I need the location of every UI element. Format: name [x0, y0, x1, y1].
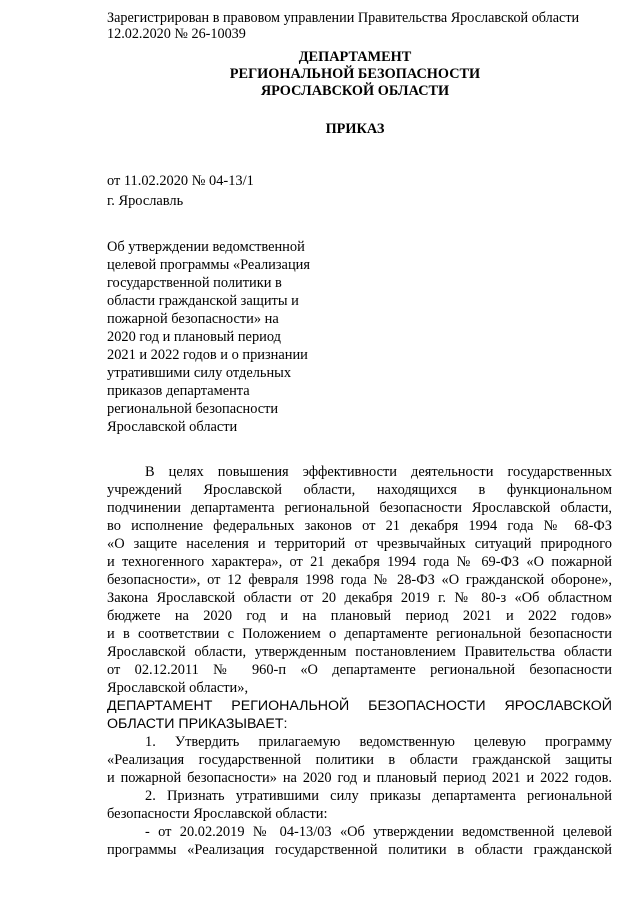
order-date-number: от 11.02.2020 № 04-13/1: [107, 173, 254, 189]
subject-line: 2021 и 2022 годов и о признании: [107, 347, 308, 363]
item-2-subitem-line: программы «Реализация государственной политики в области гражданской: [107, 842, 612, 858]
item-1-line: и пожарной безопасности» на 2020 год и плановый период 2021 и 2022 годов.: [107, 770, 612, 786]
body-line: от 02.12.2011 № 960-п «О департаменте региональной безопасности: [107, 662, 612, 678]
order-meta: [107, 171, 407, 211]
subject-line: области гражданской защиты и: [107, 293, 299, 309]
department-line: РЕГИОНАЛЬНОЙ БЕЗОПАСНОСТИ: [229, 66, 481, 82]
subject-line: 2020 год и плановый период: [107, 329, 281, 345]
subject-line: Ярославской области: [107, 419, 238, 435]
order-city: г. Ярославль: [107, 193, 184, 209]
order-body: [107, 463, 612, 859]
order-title: ПРИКАЗ: [325, 121, 385, 137]
department-heading: [150, 49, 560, 100]
subject-line: целевой программы «Реализация: [107, 257, 310, 273]
directive-line: ДЕПАРТАМЕНТ РЕГИОНАЛЬНОЙ БЕЗОПАСНОСТИ ЯРОСЛАВСКОЙ: [107, 698, 612, 714]
item-2-subitem-line: - от 20.02.2019 № 04-13/03 «Об утверждении ведомственной целевой: [145, 824, 612, 840]
body-line: и в соответствии с Положением о департаменте региональной безопасности: [107, 626, 612, 642]
subject-line: пожарной безопасности» на: [107, 311, 279, 327]
registration-stamp: [107, 10, 627, 42]
subject-line: государственной политики в: [107, 275, 282, 291]
order-subject: [107, 238, 347, 436]
registration-line: Зарегистрирован в правовом управлении Правительства Ярославской области: [107, 10, 580, 26]
body-line: «О защите населения и территорий от чрезвычайных ситуаций природного: [107, 536, 612, 552]
directive-line: ОБЛАСТИ ПРИКАЗЫВАЕТ:: [107, 716, 288, 732]
registration-number: 12.02.2020 № 26-10039: [107, 26, 246, 42]
body-line: подчинении департамента региональной безопасности Ярославской области,: [107, 500, 612, 516]
body-line: Закона Ярославской области от 20 декабря 2019 г. № 80-з «Об областном: [107, 590, 612, 606]
body-line: безопасности», от 12 февраля 1998 года № 28-ФЗ «О гражданской обороне»,: [107, 572, 612, 588]
item-2-line: 2. Признать утратившими силу приказы департамента региональной: [145, 788, 612, 804]
item-1-line: 1. Утвердить прилагаемую ведомственную целевую программу: [145, 734, 612, 750]
item-1-line: «Реализация государственной политики в области гражданской защиты: [107, 752, 612, 768]
subject-line: приказов департамента: [107, 383, 250, 399]
item-2-line: безопасности Ярославской области:: [107, 806, 328, 822]
body-line: Ярославской области»,: [107, 680, 249, 696]
body-line: В целях повышения эффективности деятельности государственных: [145, 464, 612, 480]
department-line: ЯРОСЛАВСКОЙ ОБЛАСТИ: [260, 83, 450, 99]
subject-line: Об утверждении ведомственной: [107, 239, 305, 255]
body-line: бюджете на 2020 год и на плановый период 2021 и 2022 годов»: [107, 608, 612, 624]
body-line: учреждений Ярославской области, находящихся в функциональном: [107, 482, 612, 498]
department-line: ДЕПАРТАМЕНТ: [298, 49, 412, 65]
subject-line: региональной безопасности: [107, 401, 279, 417]
subject-line: утратившими силу отдельных: [107, 365, 292, 381]
body-line: во исполнение федеральных законов от 21 декабря 1994 года № 68-ФЗ: [107, 518, 612, 534]
body-line: Ярославской области, утвержденным постановлением Правительства области: [107, 644, 612, 660]
body-line: и техногенного характера», от 21 декабря 1994 года № 69-ФЗ «О пожарной: [107, 554, 612, 570]
